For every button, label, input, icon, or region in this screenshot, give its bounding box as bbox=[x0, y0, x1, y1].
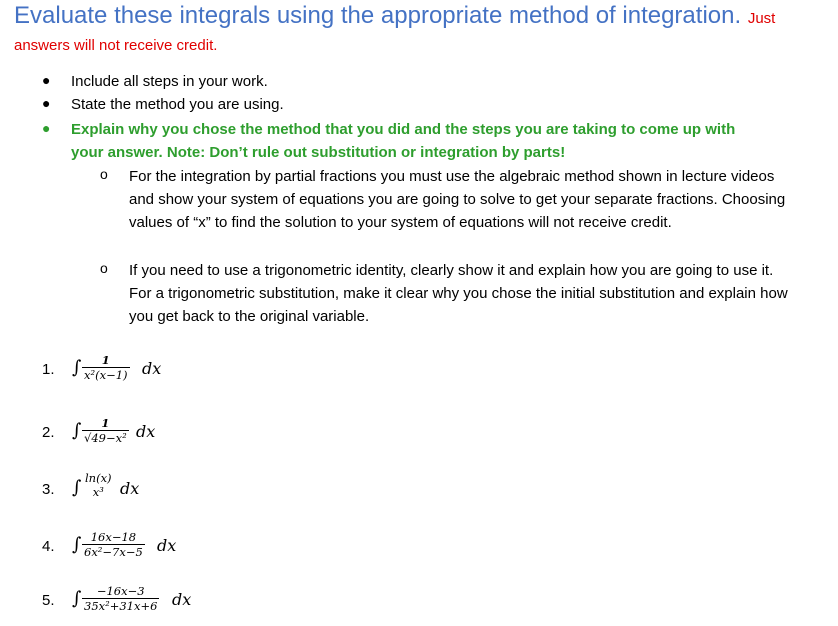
differential: dx bbox=[142, 359, 162, 378]
subbullet-item: For the integration by partial fractions you must use the algebraic method shown in lecture videos and show your system of equations you are going to solve to get your separate fractions. Choosing values of “x” to find the solution to your system of equations will not receive credit. bbox=[129, 168, 786, 231]
integrand-fraction bbox=[82, 471, 115, 499]
problem-number: 3. bbox=[42, 481, 55, 498]
numerator: −16x−3 bbox=[96, 584, 145, 598]
bullet-marker: ● bbox=[42, 95, 51, 111]
integral-sign: ∫ bbox=[72, 534, 82, 555]
denominator: √49−x² bbox=[84, 431, 127, 445]
integrand-fraction bbox=[82, 584, 159, 613]
integral-sign: ∫ bbox=[72, 420, 82, 441]
integrand-fraction bbox=[82, 353, 130, 382]
subbullet-marker: o bbox=[100, 166, 108, 182]
problem-number: 5. bbox=[42, 592, 55, 609]
integrand-fraction bbox=[82, 530, 145, 559]
numerator: 16x−18 bbox=[90, 530, 137, 544]
bullet-item-emphasis: Explain why you chose the method that you did and the steps you are taking to come up with your answer. Note: Don’t rule out substitution or integration by parts! bbox=[71, 121, 736, 161]
page-title bbox=[14, 2, 775, 30]
numerator: ln(x) bbox=[85, 471, 112, 485]
problem-number: 4. bbox=[42, 538, 55, 555]
integral-sign: ∫ bbox=[72, 588, 82, 609]
differential: dx bbox=[172, 590, 192, 609]
bullet-marker: ● bbox=[42, 120, 51, 136]
title-tail: Just bbox=[747, 10, 776, 27]
denominator: 6x²−7x−5 bbox=[84, 545, 143, 559]
problem-number: 2. bbox=[42, 424, 55, 441]
differential: dx bbox=[136, 422, 156, 441]
numerator: 1 bbox=[101, 353, 110, 367]
numerator: 1 bbox=[101, 416, 110, 430]
warning-subtitle: answers will not receive credit. bbox=[14, 37, 218, 54]
subbullet-item: If you need to use a trigonometric identity, clearly show it and explain how you are going to use it. For a trigonometric substitution, make it clear why you chose the initial substitution and explain how you get back to the original variable. bbox=[129, 262, 788, 325]
denominator: x²(x−1) bbox=[84, 368, 128, 382]
title-text: Evaluate these integrals using the appropriate method of integration. bbox=[14, 2, 742, 29]
bullet-item: Include all steps in your work. bbox=[71, 73, 268, 90]
integral-sign: ∫ bbox=[72, 357, 82, 378]
bullet-marker: ● bbox=[42, 72, 51, 88]
subbullet-marker: o bbox=[100, 260, 108, 276]
problem-number: 1. bbox=[42, 361, 55, 378]
differential: dx bbox=[157, 536, 177, 555]
integral-sign: ∫ bbox=[72, 477, 82, 498]
differential: dx bbox=[120, 479, 140, 498]
bullet-item: State the method you are using. bbox=[71, 96, 284, 113]
denominator: x³ bbox=[92, 485, 104, 499]
integrand-fraction bbox=[82, 416, 129, 445]
denominator: 35x²+31x+6 bbox=[84, 599, 158, 613]
